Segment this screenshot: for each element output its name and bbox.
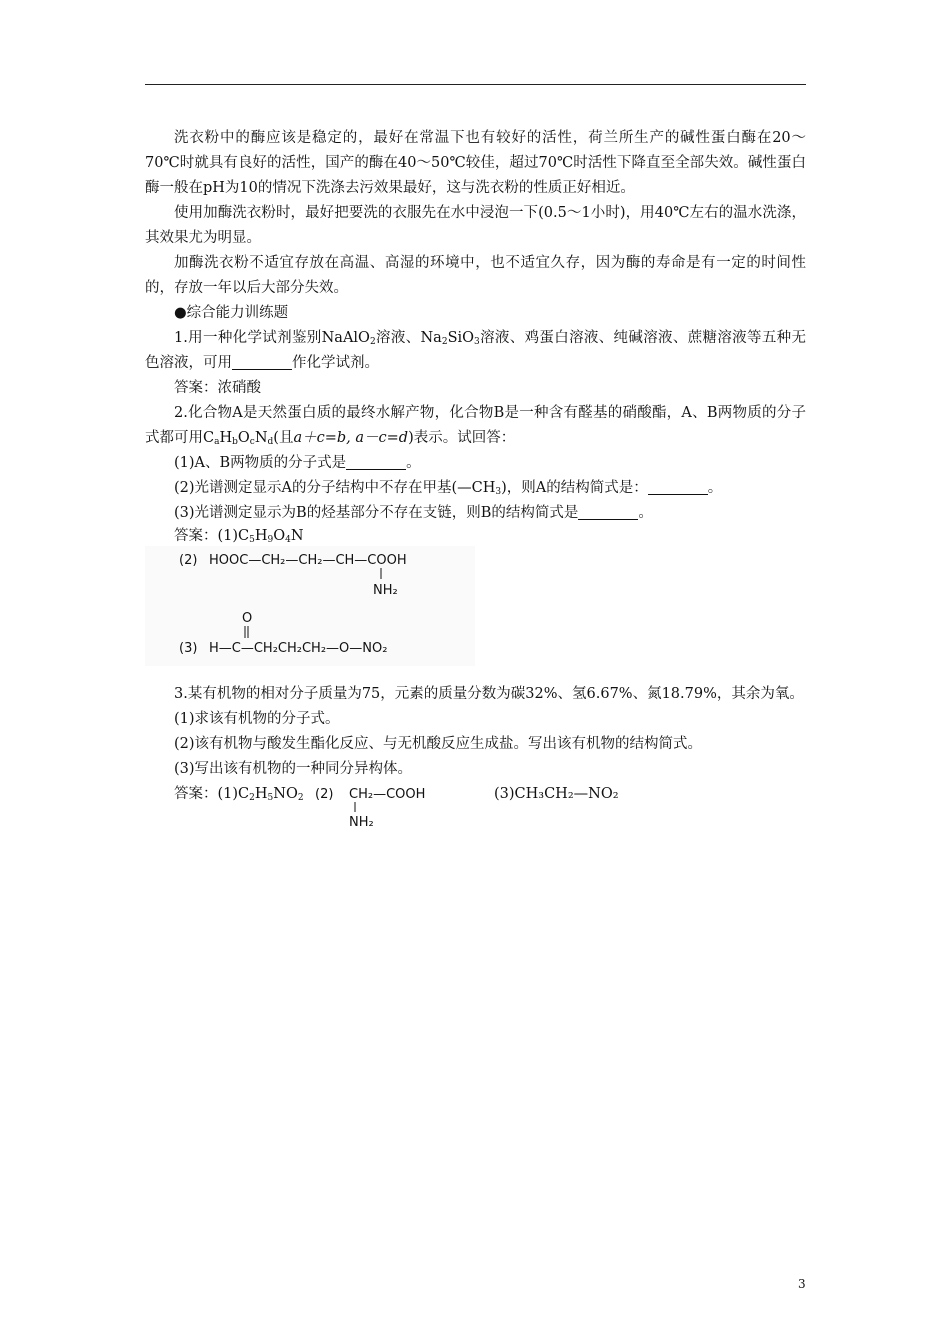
paragraph-3: 加酶洗衣粉不适宜存放在高温、高湿的环境中，也不适宜久存，因为酶的寿命是有一定的时间性的，存放一年以后大部分失效。 — [145, 255, 806, 296]
document-body — [145, 126, 806, 830]
question-3-part-2: (2)该有机物与酸发生酯化反应、与无机酸反应生成盐。写出该有机物的结构简式。 — [174, 736, 703, 752]
formula-2-main: HOOC—CH₂—CH₂—CH—COOH — [209, 553, 407, 568]
answer-3: 答案：$(1)C_2H_5NO_2$ (2) CH₂—COOH NH₂ (3)CH₃CH₂—NO₂ — [145, 782, 806, 830]
question-2-part-3: (3)光谱测定显示为B的烃基部分不存在支链，则B的结构简式是 。 — [174, 505, 653, 521]
paragraph-2: 使用加酶洗衣粉时，最好把要洗的衣服先在水中浸泡一下(0.5～1小时)，用40℃左右的温水洗涤，其效果尤为明显。 — [145, 205, 806, 246]
question-3-part-3: (3)写出该有机物的一种同分异构体。 — [174, 761, 413, 777]
question-3: 3.某有机物的相对分子质量为75，元素的质量分数为碳32%、氢6.67%、氮18.79%，其余为氧。 — [174, 686, 804, 702]
page-number: 3 — [798, 1277, 806, 1291]
answer-3-part-2-branch: NH₂ — [349, 815, 374, 830]
paragraph-1: 洗衣粉中的酶应该是稳定的，最好在常温下也有较好的活性，荷兰所生产的碱性蛋白酶在20～70℃时就具有良好的活性，国产的酶在40～50℃较佳，超过70℃时活性下降直至全部失效。碱性蛋白酶一般在pH为10的情况下洗涤去污效果最好，这与洗衣粉的性质正好相近。 — [145, 130, 806, 196]
formula-3-main: H—C—CH₂CH₂CH₂—O—NO₂ — [209, 641, 388, 656]
question-2: 2.化合物A是天然蛋白质的最终水解产物，化合物B是一种含有醛基的硝酸酯，A、B两物质的分子式都可用$C_aH_bO_cN_d$(且a＋c=b, a－c=d)表示。试回答： — [145, 405, 806, 447]
question-1: 1.用一种化学试剂鉴别NaAlO$_2$溶液、$Na_2SiO_3$溶液、鸡蛋白溶液、纯碱溶液、蔗糖溶液等五种无色溶液，可用 作化学试剂。 — [145, 330, 806, 371]
header-rule — [145, 84, 806, 85]
answer-3-part-3: (3)CH₃CH₂—NO₂ — [494, 786, 619, 802]
question-2-part-1: (1)A、B两物质的分子式是 。 — [174, 455, 421, 471]
answer-3-part-2-label: (2) — [315, 787, 334, 802]
formula-2-branch: NH₂ — [373, 583, 398, 598]
question-2-part-2: (2)光谱测定显示A的分子结构中不存在甲基$(—CH_3)$，则A的结构简式是： 。 — [174, 480, 723, 497]
answer-blank — [232, 353, 292, 370]
formula-2-label: (2) — [179, 553, 198, 568]
answer-1: 答案：浓硝酸 — [174, 380, 261, 396]
section-heading: ●综合能力训练题 — [174, 305, 289, 321]
question-3-part-1: (1)求该有机物的分子式。 — [174, 711, 340, 727]
structural-formulas-answer-2 — [145, 546, 475, 666]
formula-3-oxygen: O — [242, 611, 253, 626]
answer-3-part-2-main: CH₂—COOH — [349, 787, 426, 802]
answer-2: 答案：$(1)C_5H_9O_4N$ — [174, 528, 304, 545]
formula-3-label: (3) — [179, 641, 198, 656]
